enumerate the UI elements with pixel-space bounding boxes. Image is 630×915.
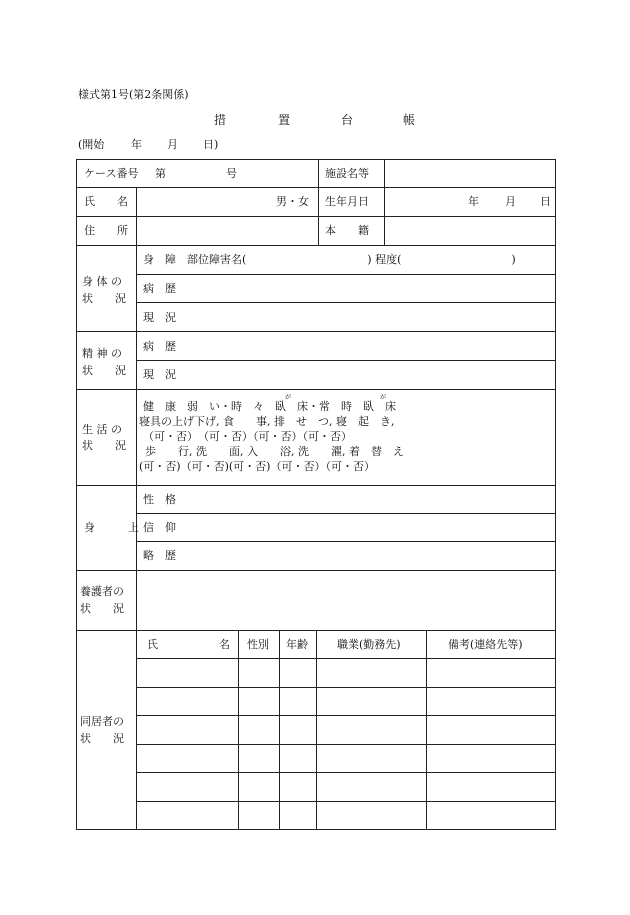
start-date-month: 月	[167, 138, 178, 151]
col-header-name-b: 名	[219, 638, 230, 651]
start-date-year: 年	[131, 138, 142, 151]
cohabitant-row[interactable]	[137, 659, 555, 686]
address-label: 住 所	[84, 224, 128, 237]
life-line-4: 歩 行, 洗 面, 入 浴, 洗 濯, 着 替 え	[145, 445, 404, 458]
physical-history-label: 病 歴	[143, 282, 176, 295]
birthdate-year: 年	[468, 195, 479, 208]
col-header-note: 備考(連絡先等)	[448, 638, 523, 651]
start-date-prefix: (開始	[78, 138, 105, 151]
guardian-label-1: 養護者の	[80, 585, 124, 598]
cohabitant-row[interactable]	[137, 745, 555, 771]
form-number: 様式第1号(第2条関係)	[78, 88, 189, 101]
guardian-label-2: 状 況	[80, 602, 124, 615]
document-title-2: 置	[278, 113, 291, 127]
life-line-3: （可・否） （可・否）（可・否）（可・否）	[143, 430, 352, 443]
col-header-age: 年齢	[286, 638, 308, 651]
name-value[interactable]	[140, 191, 270, 213]
physical-label-2: 状 況	[82, 292, 126, 305]
document-title-3: 台	[341, 113, 354, 127]
mental-label-1: 精 神 の	[82, 347, 122, 360]
life-line-1: 健 康 弱 い・時 々 臥 床・常 時 臥 床	[143, 400, 396, 413]
col-header-sex: 性別	[247, 638, 269, 651]
honseki-label: 本 籍	[325, 224, 369, 237]
birthdate-day: 日	[540, 195, 551, 208]
case-number-value[interactable]	[170, 162, 220, 184]
disability-line: 身 障 部位障害名( ) 程度( )	[143, 253, 516, 266]
birthdate-label: 生年月日	[325, 195, 369, 208]
col-header-name-a: 氏	[147, 638, 158, 651]
life-line-5: (可・否)（可・否)(可・否)（可・否）（可・否）	[139, 460, 375, 473]
cohabitant-row[interactable]	[137, 802, 555, 828]
physical-label-1: 身 体 の	[82, 275, 122, 288]
cohabitants-label-2: 状 況	[80, 732, 124, 745]
cohabitant-row[interactable]	[137, 773, 555, 800]
facility-label: 施設名等	[325, 167, 369, 180]
birthdate-month: 月	[505, 195, 516, 208]
col-header-job: 職業(勤務先)	[337, 638, 401, 651]
personal-label: 身 上	[84, 521, 139, 534]
mental-history-label: 病 歴	[143, 340, 176, 353]
belief-label: 信 仰	[143, 521, 176, 534]
document-title-1: 措	[214, 113, 227, 127]
life-line-2: 寝具の上げ下げ, 食 事, 排 せ つ, 寝 起 き,	[139, 415, 395, 428]
case-number-label: ケース番号	[84, 167, 139, 180]
facility-value[interactable]	[388, 162, 552, 184]
character-label: 性 格	[143, 493, 176, 506]
mental-current-label: 現 況	[143, 368, 176, 381]
cohabitant-row[interactable]	[137, 688, 555, 714]
case-number-go: 号	[226, 167, 237, 180]
honseki-value[interactable]	[388, 220, 552, 242]
guardian-value[interactable]	[140, 574, 552, 626]
mental-label-2: 状 況	[82, 364, 126, 377]
life-label-2: 状 況	[82, 439, 126, 452]
name-label: 氏 名	[84, 195, 128, 208]
cohabitant-row[interactable]	[137, 716, 555, 743]
cohabitants-label-1: 同居者の	[80, 715, 124, 728]
ruby-ga-1: が	[285, 394, 292, 401]
ruby-ga-2: が	[380, 394, 387, 401]
case-number-dai: 第	[155, 167, 166, 180]
life-label-1: 生 活 の	[82, 423, 122, 436]
document-title-4: 帳	[403, 113, 416, 127]
career-label: 略 歴	[143, 549, 176, 562]
sex-select[interactable]: 男・女	[276, 195, 309, 208]
address-value[interactable]	[140, 220, 314, 242]
physical-current-label: 現 況	[143, 311, 176, 324]
start-date-day: 日)	[203, 138, 219, 151]
